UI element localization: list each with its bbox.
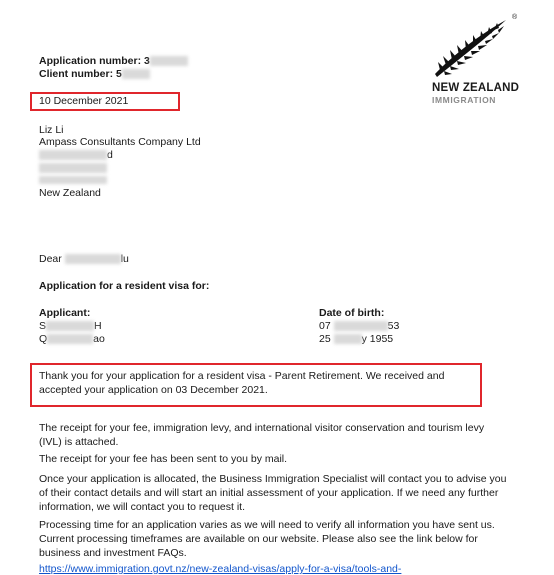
body-paragraph: The receipt for your fee, immigration levy, and international visitor conservation and tourism levy (IVL) is attached. xyxy=(39,422,485,448)
client-number: Client number: 5 xyxy=(39,68,150,80)
redacted-block xyxy=(46,321,94,331)
subject-line: Application for a resident visa for: xyxy=(39,280,210,292)
body-paragraph: The receipt for your fee has been sent to you by mail. xyxy=(39,453,288,465)
applicant-dob: 07 53 xyxy=(319,320,400,332)
salutation: Dear lu xyxy=(39,253,129,265)
applicant-name: Q ao xyxy=(39,333,105,345)
letter-date: 10 December 2021 xyxy=(39,95,129,107)
redacted-block xyxy=(150,56,188,66)
redacted-block xyxy=(65,254,121,264)
body-paragraph: Once your application is allocated, the Business Immigration Specialist will contact you to advise you of their contact details and will start an initial assessment of your application. If we need any further information, we will contact you to request it. xyxy=(39,473,507,513)
receipt-confirmation-text: Thank you for your application for a resident visa - Parent Retirement. We received and accepted your application on 03 December 2021. xyxy=(39,370,445,396)
applicant-dob: 25 y 1955 xyxy=(319,333,394,345)
redacted-block xyxy=(122,69,150,79)
recipient-address-line-redacted xyxy=(39,162,107,174)
body-paragraph: Processing time for an application varies as we will need to verify all information you have sent us. Current processing timeframes are available on our website. Please also see the link below for business and investment FAQs. xyxy=(39,519,495,559)
recipient-name: Liz Li xyxy=(39,124,64,136)
redacted-block xyxy=(47,334,93,344)
dob-header: Date of birth: xyxy=(319,307,385,319)
application-number: Application number: 3 xyxy=(39,55,188,67)
applicant-name: S H xyxy=(39,320,102,332)
redacted-block xyxy=(334,321,388,331)
logo-subtitle: IMMIGRATION xyxy=(432,95,497,105)
logo-name: NEW ZEALAND xyxy=(432,82,520,94)
redacted-block xyxy=(39,163,107,173)
recipient-company: Ampass Consultants Company Ltd xyxy=(39,136,201,148)
recipient-address-line-redacted-2 xyxy=(39,174,107,186)
recipient-address-line: d xyxy=(39,149,113,161)
redacted-block xyxy=(334,334,362,344)
redacted-block xyxy=(39,150,107,160)
redacted-block xyxy=(39,176,107,184)
recipient-country: New Zealand xyxy=(39,187,101,199)
registered-mark: ® xyxy=(512,14,518,21)
applicant-header: Applicant: xyxy=(39,307,91,319)
faq-link[interactable]: https://www.immigration.govt.nz/new-zealand-visas/apply-for-a-visa/tools-and- xyxy=(39,563,402,575)
